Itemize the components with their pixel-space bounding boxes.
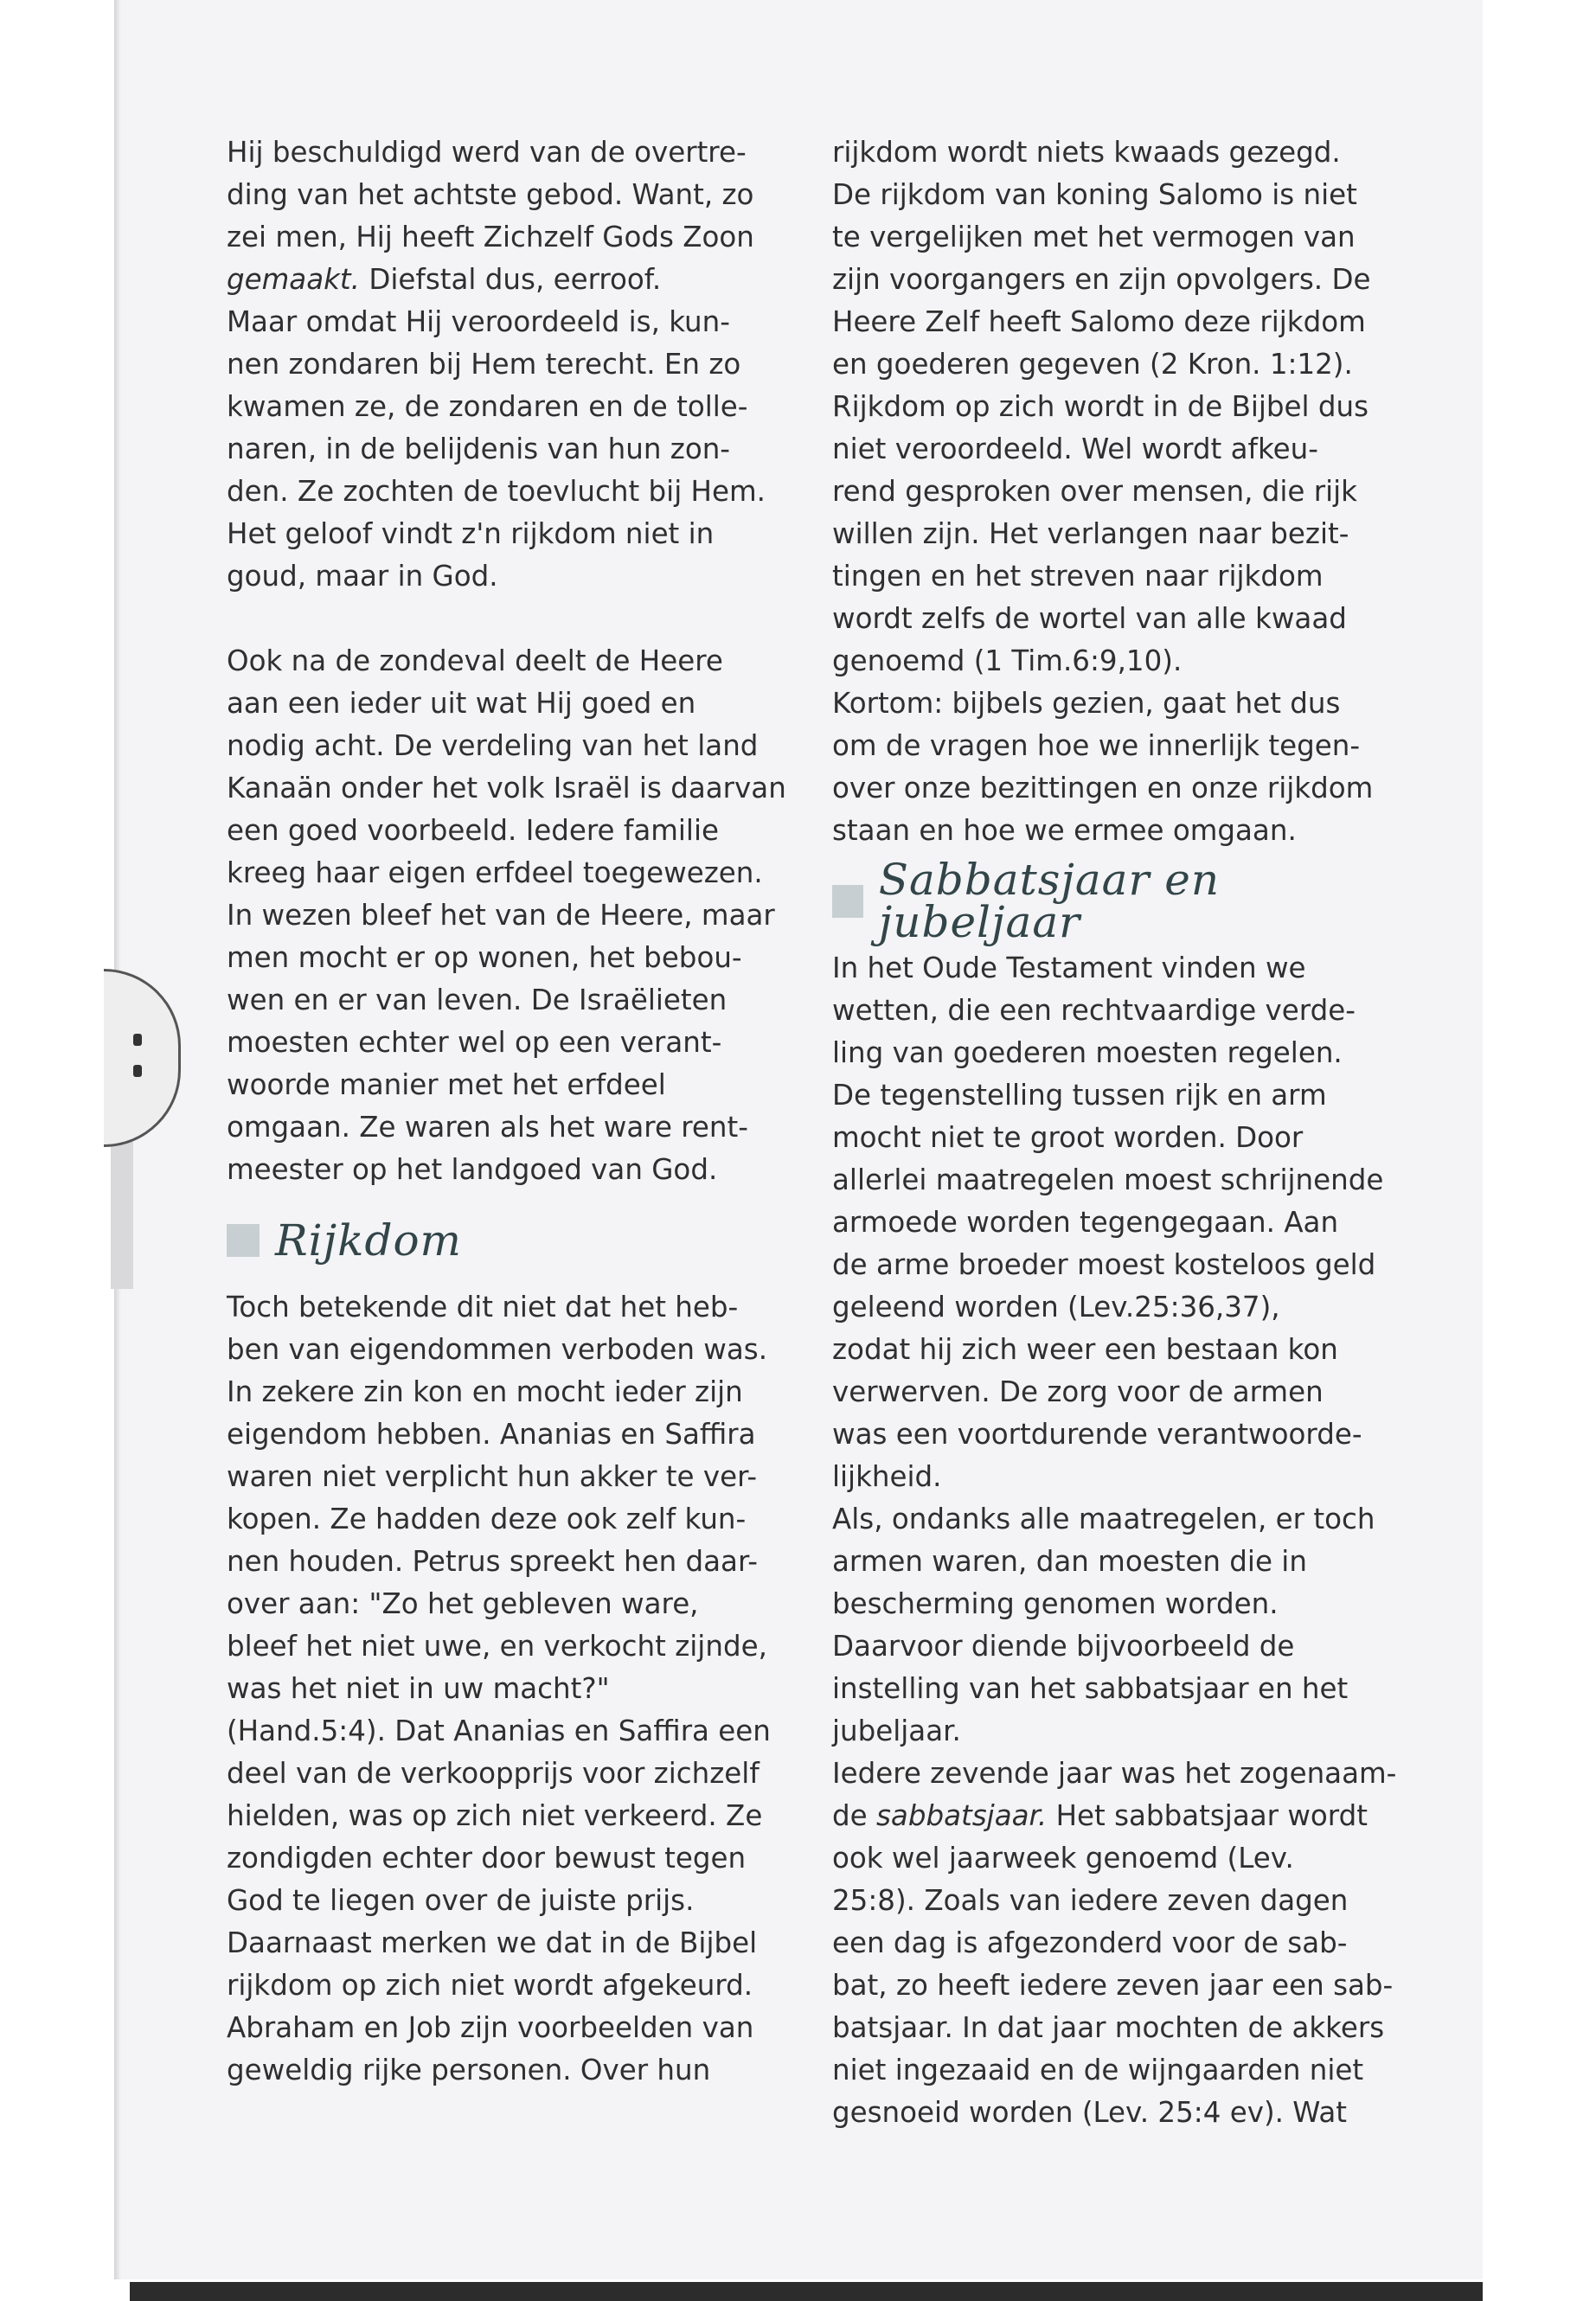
text-line: de arme broeder moest kosteloos geld: [832, 1248, 1376, 1281]
text-line: gesnoeid worden (Lev. 25:4 ev). Wat: [832, 2096, 1348, 2129]
text-line: Als, ondanks alle maatregelen, er toch: [832, 1503, 1375, 1535]
text-line: zodat hij zich weer een bestaan kon: [832, 1333, 1338, 1366]
text-line: over aan: "Zo het gebleven ware,: [227, 1587, 699, 1620]
text-line: Kanaän onder het volk Israël is daarvan: [227, 772, 786, 804]
text-line: geweldig rijke personen. Over hun: [227, 2054, 711, 2086]
text-line: was een voortdurende verantwoorde-: [832, 1418, 1362, 1451]
text-line: God te liegen over de juiste prijs.: [227, 1884, 695, 1917]
text-line: een goed voorbeeld. Iedere familie: [227, 814, 719, 847]
text-line: batsjaar. In dat jaar mochten de akkers: [832, 2011, 1385, 2044]
text-line: zondigden echter door bewust tegen: [227, 1842, 747, 1875]
text-line: meester op het landgoed van God.: [227, 1153, 718, 1186]
text-line: (Hand.5:4). Dat Ananias en Saffira een: [227, 1715, 771, 1747]
text-line: wetten, die een rechtvaardige verde-: [832, 994, 1356, 1027]
text-line: Het geloof vindt z'n rijkdom niet in: [227, 517, 715, 550]
text-line: en goederen gegeven (2 Kron. 1:12).: [832, 348, 1353, 381]
text-span: de: [832, 1799, 876, 1832]
text-line: lijkheid.: [832, 1460, 942, 1493]
text-line: jubeljaar.: [832, 1715, 961, 1747]
text-line: nodig acht. De verdeling van het land: [227, 729, 759, 762]
text-line: Daarvoor diende bijvoorbeeld de: [832, 1630, 1295, 1663]
text-line: zei men, Hij heeft Zichzelf Gods Zoon: [227, 221, 754, 253]
text-line: omgaan. Ze waren als het ware rent-: [227, 1111, 748, 1144]
text-line: wen en er van leven. De Israëlieten: [227, 984, 727, 1016]
heading-text: Rijkdom: [275, 1215, 462, 1266]
text-span: Diefstal dus, eerroof.: [360, 263, 662, 296]
text-line: aan een ieder uit wat Hij goed en: [227, 687, 696, 720]
text-line: moesten echter wel op een verant-: [227, 1026, 722, 1059]
text-line: hielden, was op zich niet verkeerd. Ze: [227, 1799, 763, 1832]
text-line: Maar omdat Hij veroordeeld is, kun-: [227, 305, 730, 338]
text-line: Iedere zevende jaar was het zogenaam-: [832, 1757, 1397, 1790]
text-line: De tegenstelling tussen rijk en arm: [832, 1079, 1327, 1112]
text-line: rend gesproken over mensen, die rijk: [832, 475, 1357, 508]
text-line: eigendom hebben. Ananias en Saffira: [227, 1418, 756, 1451]
italic-word: gemaakt.: [227, 263, 361, 296]
text-line: willen zijn. Het verlangen naar bezit-: [832, 517, 1349, 550]
text-line: was het niet in uw macht?": [227, 1672, 610, 1705]
text-line: bescherming genomen worden.: [832, 1587, 1279, 1620]
section-heading-rijkdom: [227, 1195, 798, 1286]
text-line: Abraham en Job zijn voorbeelden van: [227, 2011, 754, 2044]
text-line: kwamen ze, de zondaren en de tolle-: [227, 390, 748, 423]
text-line: naren, in de belijdenis van hun zon-: [227, 433, 731, 465]
text-line: men mocht er op wonen, het bebou-: [227, 941, 742, 974]
text-line: niet veroordeeld. Wel wordt afkeu-: [832, 433, 1318, 465]
text-line: waren niet verplicht hun akker te ver-: [227, 1460, 758, 1493]
text-line: bleef het niet uwe, en verkocht zijnde,: [227, 1630, 767, 1663]
text-line: Rijkdom op zich wordt in de Bijbel dus: [832, 390, 1369, 423]
text-line: staan en hoe we ermee omgaan.: [832, 814, 1297, 847]
text-line: Daarnaast merken we dat in de Bijbel: [227, 1926, 758, 1959]
text-line: Toch betekende dit niet dat het heb-: [227, 1291, 739, 1324]
text-line: Heere Zelf heeft Salomo deze rijkdom: [832, 305, 1366, 338]
text-line: De rijkdom van koning Salomo is niet: [832, 178, 1357, 211]
text-line: rijkdom wordt niets kwaads gezegd.: [832, 136, 1341, 169]
heading-text: Sabbatsjaar en jubeljaar: [878, 855, 1221, 947]
text-line: kopen. Ze hadden deze ook zelf kun-: [227, 1503, 747, 1535]
text-span: Het sabbatsjaar wordt: [1047, 1799, 1368, 1832]
text-line: mocht niet te groot worden. Door: [832, 1121, 1304, 1154]
text-line: armen waren, dan moesten die in: [832, 1545, 1307, 1578]
text-line: kreeg haar eigen erfdeel toegewezen.: [227, 856, 763, 889]
left-column: [227, 131, 798, 2092]
text-line: over onze bezittingen en onze rijkdom: [832, 772, 1374, 804]
italic-word: sabbatsjaar.: [875, 1799, 1048, 1832]
text-line: deel van de verkoopprijs voor zichzelf: [227, 1757, 760, 1790]
text-line: den. Ze zochten de toevlucht bij Hem.: [227, 475, 766, 508]
text-line: Hij beschuldigd werd van de overtre-: [227, 136, 747, 169]
text-line: tingen en het streven naar rijkdom: [832, 560, 1324, 593]
text-line: een dag is afgezonderd voor de sab-: [832, 1926, 1348, 1959]
text-line: bat, zo heeft iedere zeven jaar een sab-: [832, 1969, 1394, 2002]
text-line: Ook na de zondeval deelt de Heere: [227, 644, 723, 677]
text-line: armoede worden tegengegaan. Aan: [832, 1206, 1339, 1239]
text-line: [227, 259, 798, 301]
text-line: [832, 1795, 1403, 1837]
text-line: Kortom: bijbels gezien, gaat het dus: [832, 687, 1341, 720]
text-line: nen zondaren bij Hem terecht. En zo: [227, 348, 741, 381]
text-line: zijn voorgangers en zijn opvolgers. De: [832, 263, 1371, 296]
text-line: ding van het achtste gebod. Want, zo: [227, 178, 754, 211]
text-line: instelling van het sabbatsjaar en het: [832, 1672, 1349, 1705]
text-line: In zekere zin kon en mocht ieder zijn: [227, 1375, 743, 1408]
text-line: ben van eigendommen verboden was.: [227, 1333, 768, 1366]
text-line: nen houden. Petrus spreekt hen daar-: [227, 1545, 758, 1578]
text-line: In wezen bleef het van de Heere, maar: [227, 899, 775, 932]
text-line: genoemd (1 Tim.6:9,10).: [832, 644, 1183, 677]
tab-mark: [133, 1034, 142, 1046]
text-line: woorde manier met het erfdeel: [227, 1068, 666, 1101]
text-line: verwerven. De zorg voor de armen: [832, 1375, 1324, 1408]
text-line: allerlei maatregelen moest schrijnende: [832, 1163, 1384, 1196]
page-bottom-edge: [130, 2282, 1483, 2301]
heading-square-icon: [227, 1224, 260, 1257]
text-line: om de vragen hoe we innerlijk tegen-: [832, 729, 1361, 762]
text-line: wordt zelfs de wortel van alle kwaad: [832, 602, 1347, 635]
text-line: te vergelijken met het vermogen van: [832, 221, 1356, 253]
text-line: rijkdom op zich niet wordt afgekeurd.: [227, 1969, 753, 2002]
text-line: ling van goederen moesten regelen.: [832, 1036, 1343, 1069]
page-side-margin: [111, 1142, 133, 1289]
section-heading-sabbatsjaar: [832, 856, 1403, 947]
right-column: [832, 131, 1403, 2134]
text-line: ook wel jaarweek genoemd (Lev.: [832, 1842, 1294, 1875]
text-line: geleend worden (Lev.25:36,37),: [832, 1291, 1280, 1324]
text-line: niet ingezaaid en de wijngaarden niet: [832, 2054, 1364, 2086]
text-line: goud, maar in God.: [227, 560, 498, 593]
tab-mark: [133, 1065, 142, 1077]
text-line: In het Oude Testament vinden we: [832, 952, 1306, 984]
paragraph-gap: [227, 598, 798, 640]
text-line: 25:8). Zoals van iedere zeven dagen: [832, 1884, 1349, 1917]
heading-square-icon: [832, 885, 863, 918]
